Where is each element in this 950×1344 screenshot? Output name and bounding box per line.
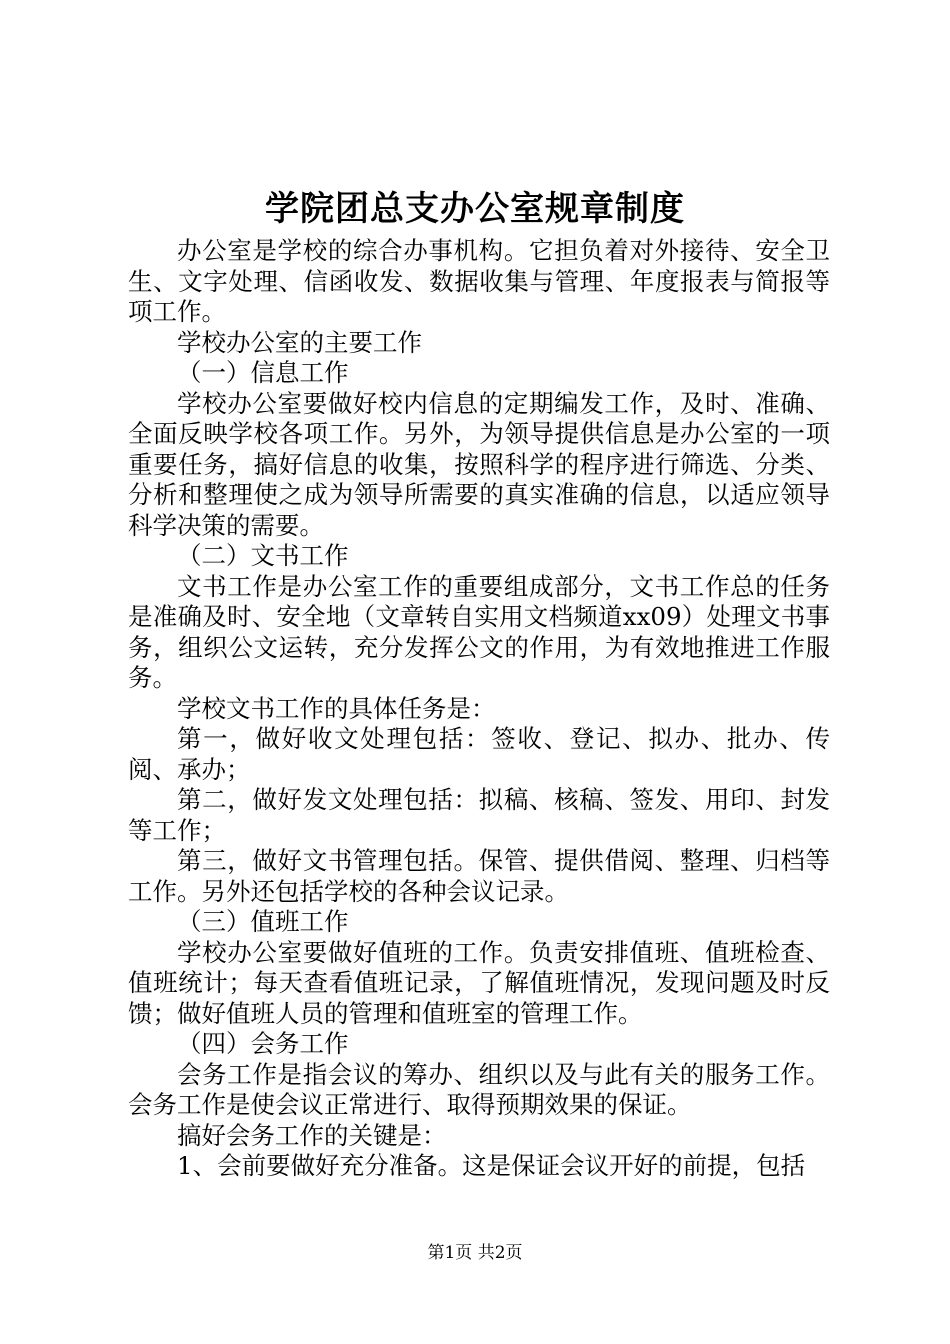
document-title: 学院团总支办公室规章制度: [265, 189, 685, 229]
paragraph-document-work: 文书工作是办公室工作的重要组成部分，文书工作总的任务是准确及时、安全地（文章转自实用文档频道xx09）处理文书事务，组织公文运转，充分发挥公文的作用，为有效地推进工作服务。: [128, 571, 830, 692]
subheading-document-work: （二）文书工作: [177, 541, 349, 570]
document-body: [128, 236, 830, 1182]
paragraph-intro: 办公室是学校的综合办事机构。它担负着对外接待、安全卫生、文字处理、信函收发、数据收集与管理、年度报表与简报等项工作。: [128, 236, 830, 326]
paragraph-meeting-key-intro: 搞好会务工作的关键是：: [177, 1120, 447, 1150]
paragraph-meeting-key-1: 1、会前要做好充分准备。这是保证会议开好的前提，包括: [177, 1151, 806, 1180]
paragraph-task-second: 第二，做好发文处理包括：拟稿、核稿、签发、用印、封发等工作；: [128, 785, 830, 845]
paragraph-document-tasks-intro: 学校文书工作的具体任务是：: [177, 693, 496, 723]
subheading-information-work: （一）信息工作: [177, 358, 349, 387]
paragraph-duty-work: 学校办公室要做好值班的工作。负责安排值班、值班检查、值班统计；每天查看值班记录，了解值班情况，发现问题及时反馈；做好值班人员的管理和值班室的管理工作。: [128, 937, 830, 1028]
section-heading-main-work: 学校办公室的主要工作: [177, 327, 422, 357]
subheading-duty-work: （三）值班工作: [177, 907, 349, 936]
paragraph-information-work: 学校办公室要做好校内信息的定期编发工作，及时、准确、全面反映学校各项工作。另外，为领导提供信息是办公室的一项重要任务，搞好信息的收集，按照科学的程序进行筛选、分类、分析和整理使之成为领导所需要的真实准确的信息，以适应领导科学决策的需要。: [128, 388, 830, 540]
paragraph-task-first: 第一，做好收文处理包括：签收、登记、拟办、批办、传阅、承办；: [128, 724, 830, 784]
paragraph-task-third: 第三，做好文书管理包括。保管、提供借阅、整理、归档等工作。另外还包括学校的各种会议记录。: [128, 846, 830, 906]
page-footer: 第1页 共2页: [427, 1243, 523, 1263]
paragraph-meeting-work: 会务工作是指会议的筹办、组织以及与此有关的服务工作。会务工作是使会议正常进行、取得预期效果的保证。: [128, 1059, 830, 1119]
subheading-meeting-work: （四）会务工作: [177, 1029, 349, 1058]
